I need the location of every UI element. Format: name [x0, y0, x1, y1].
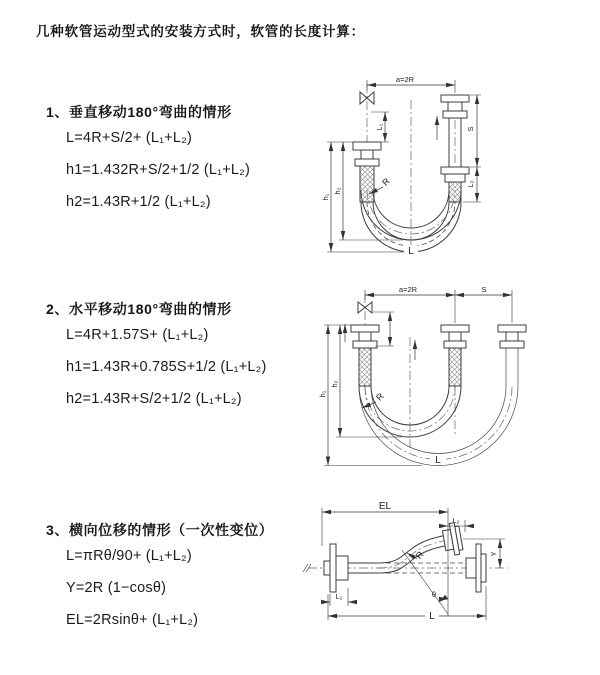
diagram-horizontal-180: [312, 282, 600, 470]
dim-label-r: R: [380, 176, 392, 188]
dim-label-h2: h₂: [333, 187, 342, 195]
dim-label-l2: L₂: [452, 516, 460, 525]
formula-2-1: L=4R+1.57S+ (L₁+L₂): [66, 327, 209, 343]
formula-3-2: Y=2R (1−cosθ): [66, 580, 167, 596]
dim-label-el: EL: [378, 501, 392, 512]
braid-section: [359, 348, 371, 386]
dim-label-s: S: [481, 285, 487, 294]
formula-3-3: EL=2Rsinθ+ (L₁+L₂): [66, 612, 199, 628]
dim-label-s: S: [466, 126, 475, 132]
dim-label-h2: h₂: [330, 380, 339, 388]
section-3: [46, 520, 273, 636]
tilted-flange: [441, 522, 463, 556]
left-end-fitting: [351, 325, 379, 386]
left-end-fitting: [353, 142, 381, 202]
diagram-lateral-displacement: [300, 498, 600, 663]
formula-1-2: h1=1.432R+S/2+1/2 (L₁+L₂): [66, 162, 251, 178]
dim-label-l-total: L: [429, 611, 435, 622]
centerlines: [367, 84, 455, 248]
formula-2-2: h1=1.43R+0.785S+1/2 (L₁+L₂): [66, 359, 267, 375]
dim-label-l1: L₁: [375, 123, 384, 131]
dim-label-l-total: L: [408, 246, 414, 257]
dim-label-y: Y: [489, 551, 498, 557]
braid-section: [360, 166, 374, 202]
dim-label-a2r: a=2R: [395, 75, 415, 84]
dim-label-l-total: L: [435, 455, 441, 466]
braid-section: [449, 182, 461, 202]
dim-label-theta: θ: [431, 590, 437, 599]
dim-label-a2r: a=2R: [398, 285, 418, 294]
braid-section: [449, 348, 461, 386]
dim-label-h1: h₁: [321, 193, 330, 201]
formula-2-3: h2=1.43R+S/2+1/2 (L₁+L₂): [66, 391, 242, 407]
section-3-heading: 3、横向位移的情形（一次性变位）: [46, 522, 274, 538]
section-2-heading: 2、水平移动180°弯曲的情形: [46, 301, 232, 317]
formula-1-3: h2=1.43R+1/2 (L₁+L₂): [66, 194, 211, 210]
section-1: [46, 102, 250, 218]
formula-3-1: L=πRθ/90+ (L₁+L₂): [66, 548, 192, 564]
page-title: 几种软管运动型式的安装方式时，软管的长度计算：: [36, 24, 365, 39]
section-2: [46, 299, 267, 415]
dim-label-l2: L₂: [466, 180, 475, 188]
dim-label-r: R: [413, 549, 426, 561]
dim-label-r: R: [374, 391, 386, 403]
dim-label-l1: L₁: [335, 592, 343, 601]
right-end-fitting: [498, 325, 526, 386]
dimensions: [318, 285, 512, 466]
dim-label-h1: h₁: [318, 390, 327, 398]
right-end-fitting: [437, 95, 469, 202]
middle-end-fitting: [441, 325, 469, 386]
section-1-heading: 1、垂直移动180°弯曲的情形: [46, 104, 232, 120]
diagram-vertical-180: [315, 72, 585, 257]
right-flange: [466, 544, 486, 592]
formula-1-1: L=4R+S/2+ (L₁+L₂): [66, 130, 192, 146]
